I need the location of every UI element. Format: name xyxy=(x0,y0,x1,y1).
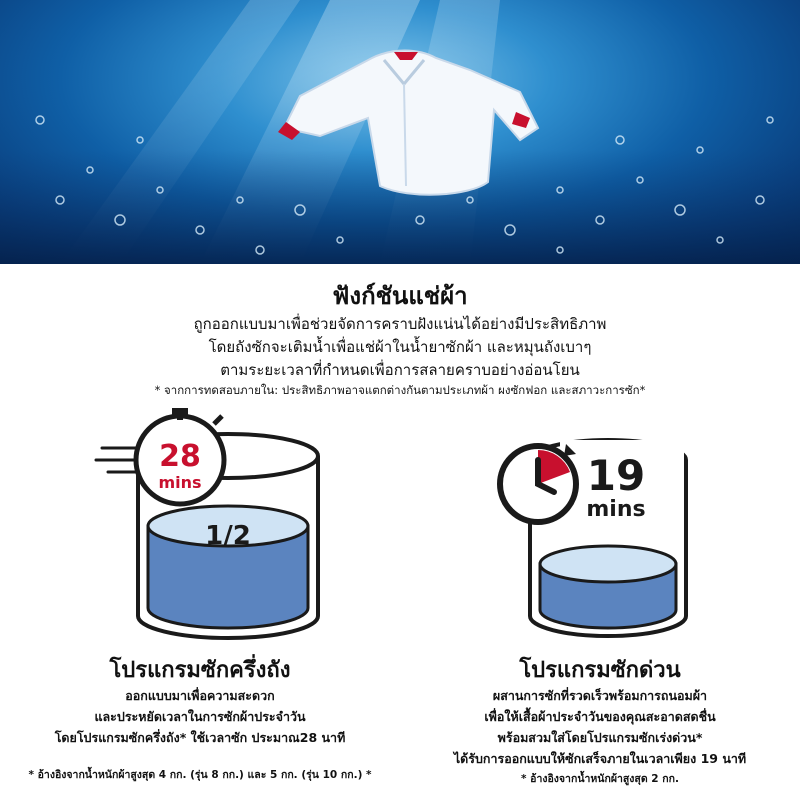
section-title: ฟังก์ชันแช่ผ้า xyxy=(332,282,468,310)
time-unit: mins xyxy=(586,497,646,522)
time-value: 19 xyxy=(586,451,646,500)
quick-wash-icon xyxy=(490,420,690,660)
description-line: โดยถังซักจะเติมน้ำเพื่อแช่ผ้าในน้ำยาซักผ้า และหมุนถังเบาๆ xyxy=(208,338,592,356)
half-load-footnote: * อ้างอิงจากน้ำหนักผ้าสูงสุด 4 กก. (รุ่น 8 กก.) และ 5 กก. (รุ่น 10 กก.) * xyxy=(28,769,372,781)
half-load-line: และประหยัดเวลาในการซักผ้าประจำวัน xyxy=(94,709,306,724)
description-line: ตามระยะเวลาที่กำหนดเพื่อการสลายคราบอย่างอ่อนโยน xyxy=(220,361,580,379)
half-load-title: โปรแกรมซักครึ่งถัง xyxy=(109,658,291,683)
half-load-line: โดยโปรแกรมซักครึ่งถัง* ใช้เวลาซัก ประมาณ28 นาที xyxy=(54,730,346,745)
time-unit: mins xyxy=(158,473,202,492)
time-value: 28 xyxy=(159,439,201,474)
quick-wash-title: โปรแกรมซักด่วน xyxy=(519,658,681,683)
quick-wash-line: ได้รับการออกแบบให้ซักเสร็จภายในเวลาเพียง 19 นาที xyxy=(453,751,747,766)
hero-scene xyxy=(0,0,800,264)
half-load-icon xyxy=(90,408,320,658)
quick-wash-line: พร้อมสวมใส่โดยโปรแกรมซักเร่งด่วน* xyxy=(497,730,703,745)
hero-underwater-image xyxy=(0,0,800,264)
quick-wash-line: เพื่อให้เสื้อผ้าประจำวันของคุณสะอาดสดชื่น xyxy=(484,709,716,724)
water-fill xyxy=(540,546,676,628)
quick-wash-footnote: * อ้างอิงจากน้ำหนักผ้าสูงสุด 2 กก. xyxy=(521,773,679,785)
fill-label: 1/2 xyxy=(205,521,251,551)
description-line: ถูกออกแบบมาเพื่อช่วยจัดการคราบฝังแน่นได้อย่างมีประสิทธิภาพ xyxy=(193,315,607,333)
speed-lines xyxy=(96,448,140,472)
half-load-line: ออกแบบมาเพื่อความสะดวก xyxy=(125,688,275,703)
test-disclaimer: * จากการทดสอบภายใน: ประสิทธิภาพอาจแตกต่างกันตามประเภทผ้า ผงซักฟอก และสภาวะการซัก* xyxy=(154,383,646,397)
quick-wash-line: ผสานการซักที่รวดเร็วพร้อมการถนอมผ้า xyxy=(492,688,708,703)
